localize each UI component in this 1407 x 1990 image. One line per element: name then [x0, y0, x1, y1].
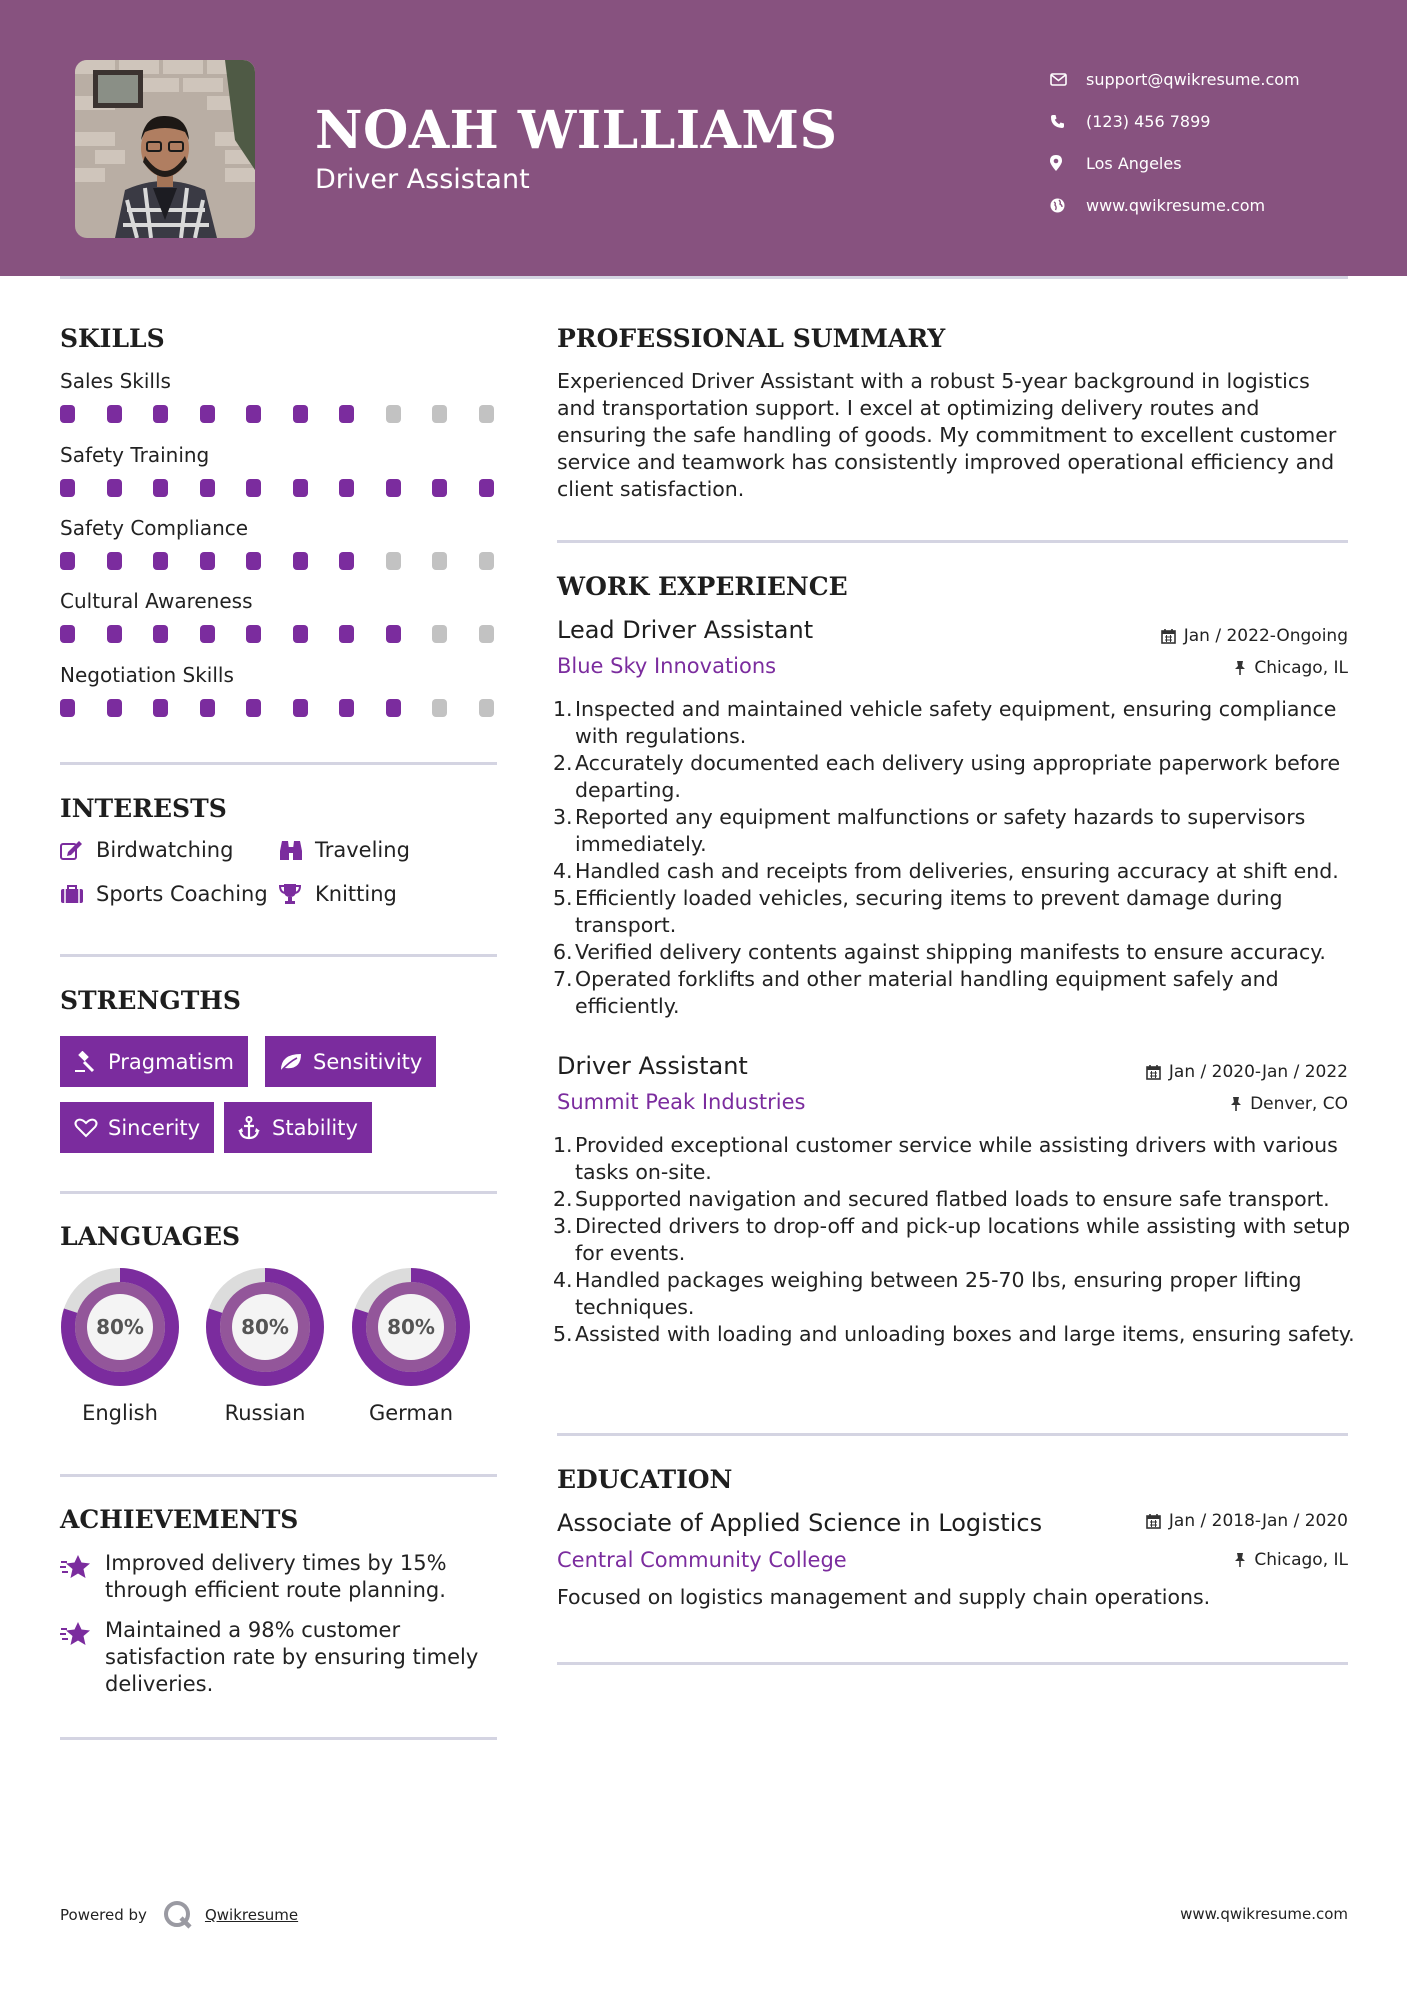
skill-dot-filled — [200, 552, 215, 570]
skill-dot-filled — [339, 699, 354, 717]
skill-dot-filled — [60, 625, 75, 643]
candidate-title: Driver Assistant — [315, 164, 530, 195]
language-item — [349, 1265, 473, 1425]
company-name: Summit Peak Industries — [557, 1090, 806, 1114]
languages-heading: LANGUAGES — [60, 1222, 241, 1251]
language-percent: 80% — [96, 1315, 144, 1339]
calendar-icon — [1161, 628, 1176, 644]
globe-icon — [1050, 198, 1086, 213]
skill-dot-empty — [479, 405, 494, 423]
skill-dot-filled — [246, 625, 261, 643]
pushpin-icon — [1234, 660, 1246, 676]
duty-item: 1. Inspected and maintained vehicle safety equipment, ensuring compliance with regulations. — [553, 697, 1337, 748]
skill-rating — [60, 479, 500, 497]
job-location — [1230, 1094, 1348, 1114]
skill-dot-filled — [153, 405, 168, 423]
duty-text: Provided exceptional customer service while assisting drivers with various tasks on-site. — [575, 1133, 1338, 1184]
contact-location — [1050, 142, 1300, 184]
skill-dot-filled — [200, 479, 215, 497]
education-location — [1234, 1550, 1348, 1570]
duty-text: Verified delivery contents against shipping manifests to ensure accuracy. — [575, 940, 1326, 964]
skill-rating — [60, 405, 500, 423]
skill-name: Sales Skills — [60, 369, 171, 393]
pushpin-icon — [1230, 1096, 1242, 1112]
achievements-heading: ACHIEVEMENTS — [60, 1505, 299, 1534]
pushpin-icon — [1234, 1552, 1246, 1568]
strength-label: Sincerity — [108, 1115, 201, 1140]
skill-dot-filled — [293, 625, 308, 643]
section-divider — [60, 1191, 497, 1194]
job-title: Lead Driver Assistant — [557, 616, 814, 644]
section-divider — [60, 1474, 497, 1477]
contact-website[interactable] — [1050, 184, 1300, 226]
trophy-icon — [279, 883, 315, 905]
skill-dot-empty — [432, 699, 447, 717]
skill-rating — [60, 625, 500, 643]
contact-list — [1050, 58, 1300, 226]
skill-dot-filled — [60, 479, 75, 497]
duty-item: 4. Handled cash and receipts from deliveries, ensuring accuracy at shift end. — [553, 859, 1339, 883]
job-dates — [1161, 626, 1348, 646]
qwikresume-logo-icon — [163, 1900, 193, 1930]
section-divider — [557, 1662, 1348, 1665]
language-item — [58, 1265, 182, 1425]
qwikresume-link[interactable]: Qwikresume — [204, 1906, 299, 1924]
section-divider — [557, 1433, 1348, 1436]
skill-dot-filled — [386, 699, 401, 717]
duty-item: 5. Efficiently loaded vehicles, securing items to prevent damage during transport. — [553, 886, 1283, 937]
job-location-text: Denver, CO — [1250, 1094, 1348, 1114]
duty-text: Efficiently loaded vehicles, securing items to prevent damage during transport. — [575, 886, 1283, 937]
skill-dot-filled — [339, 479, 354, 497]
contact-phone[interactable] — [1050, 100, 1300, 142]
strength-tag — [265, 1036, 436, 1087]
language-percent: 80% — [241, 1315, 289, 1339]
skill-dot-filled — [200, 405, 215, 423]
language-ring — [203, 1265, 327, 1389]
experience-heading: WORK EXPERIENCE — [557, 572, 848, 601]
anchor-icon — [238, 1116, 272, 1140]
calendar-icon — [1146, 1513, 1161, 1529]
skill-dot-filled — [153, 479, 168, 497]
heart-icon — [74, 1118, 108, 1138]
star-icon — [60, 1550, 105, 1604]
section-divider — [60, 762, 497, 765]
leaf-icon — [279, 1052, 313, 1072]
company-name: Blue Sky Innovations — [557, 654, 777, 678]
summary-heading: PROFESSIONAL SUMMARY — [557, 324, 946, 353]
briefcase-icon — [60, 884, 96, 904]
language-item — [203, 1265, 327, 1425]
duty-text: Supported navigation and secured flatbed loads to ensure safe transport. — [575, 1187, 1330, 1211]
skill-dot-empty — [432, 552, 447, 570]
header-divider — [60, 276, 1348, 279]
skill-name: Safety Training — [60, 443, 210, 467]
binoculars-icon — [279, 839, 315, 861]
duty-item: 5. Assisted with loading and unloading boxes and large items, ensuring safety. — [553, 1322, 1355, 1346]
achievement-text: Improved delivery times by 15% through efficient route planning. — [105, 1551, 447, 1602]
skill-dot-filled — [60, 699, 75, 717]
job-dates-text: Jan / 2020-Jan / 2022 — [1168, 1062, 1348, 1082]
achievement-item — [60, 1617, 500, 1698]
skill-dot-empty — [432, 405, 447, 423]
duty-text: Reported any equipment malfunctions or safety hazards to supervisors immediately. — [575, 805, 1306, 856]
strength-label: Stability — [272, 1115, 358, 1140]
gavel-icon — [74, 1051, 108, 1073]
skill-dot-filled — [246, 405, 261, 423]
calendar-icon — [1146, 1064, 1161, 1080]
achievement-item — [60, 1550, 500, 1604]
duty-text: Handled packages weighing between 25-70 lbs, ensuring proper lifting techniques. — [575, 1268, 1302, 1319]
skill-dot-filled — [107, 479, 122, 497]
skill-dot-filled — [153, 699, 168, 717]
school-name: Central Community College — [557, 1548, 847, 1572]
candidate-name: NOAH WILLIAMS — [315, 100, 838, 161]
skill-dot-filled — [339, 625, 354, 643]
skill-dot-filled — [246, 699, 261, 717]
skill-dot-filled — [153, 552, 168, 570]
job-location-text: Chicago, IL — [1254, 658, 1348, 678]
education-dates — [1146, 1511, 1348, 1531]
strengths-heading: STRENGTHS — [60, 986, 241, 1015]
job-duties — [553, 1132, 1357, 1348]
skill-dot-filled — [293, 699, 308, 717]
skill-dot-filled — [107, 552, 122, 570]
powered-by-text: Powered by — [60, 1906, 147, 1924]
interest-label: Birdwatching — [96, 838, 234, 862]
interests-heading: INTERESTS — [60, 794, 227, 823]
job-dates — [1146, 1062, 1348, 1082]
skill-dot-filled — [107, 405, 122, 423]
profile-photo — [75, 60, 255, 238]
job-duties — [553, 696, 1357, 1020]
skill-dot-filled — [60, 552, 75, 570]
job-dates-text: Jan / 2022-Ongoing — [1183, 626, 1348, 646]
skill-dot-empty — [479, 552, 494, 570]
contact-website-text: www.qwikresume.com — [1086, 195, 1266, 215]
skill-dot-empty — [432, 625, 447, 643]
duty-item: 4. Handled packages weighing between 25-70 lbs, ensuring proper lifting techniques. — [553, 1268, 1302, 1319]
strength-tag — [60, 1102, 214, 1153]
resume-header — [0, 0, 1407, 276]
skill-dot-filled — [107, 625, 122, 643]
education-heading: EDUCATION — [557, 1465, 733, 1494]
skill-dot-filled — [60, 405, 75, 423]
skill-dot-filled — [386, 479, 401, 497]
duty-item: 1. Provided exceptional customer service while assisting drivers with various tasks on-site. — [553, 1133, 1338, 1184]
skill-dot-filled — [479, 479, 494, 497]
duty-item: 2. Accurately documented each delivery using appropriate paperwork before departing. — [553, 751, 1341, 802]
skill-dot-filled — [107, 699, 122, 717]
footer-url[interactable]: www.qwikresume.com — [1180, 1905, 1348, 1923]
skill-dot-filled — [153, 625, 168, 643]
skill-dot-filled — [432, 479, 447, 497]
duty-text: Directed drivers to drop-off and pick-up locations while assisting with setup for events. — [575, 1214, 1351, 1265]
contact-email-text: support@qwikresume.com — [1086, 69, 1300, 89]
skill-name: Negotiation Skills — [60, 663, 234, 687]
skill-dot-empty — [479, 625, 494, 643]
interest-label: Sports Coaching — [96, 882, 268, 906]
section-divider — [60, 1737, 497, 1740]
contact-location-text: Los Angeles — [1086, 153, 1182, 173]
duty-item: 7. Operated forklifts and other material handling equipment safely and efficiently. — [553, 967, 1279, 1018]
strength-label: Sensitivity — [313, 1049, 423, 1074]
skills-heading: SKILLS — [60, 324, 165, 353]
skill-dot-filled — [200, 699, 215, 717]
duty-item: 2. Supported navigation and secured flatbed loads to ensure safe transport. — [553, 1187, 1330, 1211]
star-icon — [60, 1617, 105, 1698]
duty-text: Accurately documented each delivery using appropriate paperwork before departing. — [575, 751, 1341, 802]
strength-label: Pragmatism — [108, 1049, 234, 1074]
duty-item: 6. Verified delivery contents against shipping manifests to ensure accuracy. — [553, 940, 1326, 964]
map-marker-icon — [1050, 155, 1086, 171]
skill-rating — [60, 699, 500, 717]
interest-label: Knitting — [315, 882, 397, 906]
skill-dot-empty — [386, 552, 401, 570]
section-divider — [60, 954, 497, 957]
contact-phone-text: (123) 456 7899 — [1086, 111, 1211, 131]
strength-tag — [60, 1036, 248, 1087]
interest-item — [279, 882, 397, 906]
interest-item — [60, 838, 233, 862]
skill-dot-filled — [246, 479, 261, 497]
job-location — [1234, 658, 1348, 678]
duty-item: 3. Reported any equipment malfunctions or safety hazards to supervisors immediately. — [553, 805, 1306, 856]
skill-dot-empty — [386, 405, 401, 423]
education-location-text: Chicago, IL — [1254, 1550, 1348, 1570]
language-ring — [349, 1265, 473, 1389]
skill-dot-filled — [339, 405, 354, 423]
skill-rating — [60, 552, 500, 570]
duty-text: Inspected and maintained vehicle safety equipment, ensuring compliance with regulations. — [575, 697, 1337, 748]
strength-tag — [224, 1102, 372, 1153]
phone-icon — [1050, 114, 1086, 129]
interest-item — [279, 838, 410, 862]
duty-text: Assisted with loading and unloading boxes and large items, ensuring safety. — [575, 1322, 1355, 1346]
job-title: Driver Assistant — [557, 1052, 748, 1080]
interest-label: Traveling — [315, 838, 410, 862]
education-description: Focused on logistics management and supply chain operations. — [557, 1585, 1211, 1609]
duty-text: Handled cash and receipts from deliveries, ensuring accuracy at shift end. — [575, 859, 1339, 883]
skill-dot-filled — [200, 625, 215, 643]
powered-by — [60, 1900, 298, 1930]
education-dates-text: Jan / 2018-Jan / 2020 — [1168, 1511, 1348, 1531]
skill-name: Safety Compliance — [60, 516, 249, 540]
envelope-icon — [1050, 73, 1086, 86]
skill-dot-filled — [246, 552, 261, 570]
language-name: English — [82, 1401, 158, 1425]
skill-name: Cultural Awareness — [60, 589, 253, 613]
skill-dot-filled — [386, 625, 401, 643]
skill-dot-filled — [293, 552, 308, 570]
duty-item: 3. Directed drivers to drop-off and pick-up locations while assisting with setup for events. — [553, 1214, 1351, 1265]
language-name: German — [368, 1401, 454, 1425]
interest-item — [60, 882, 268, 906]
language-ring — [58, 1265, 182, 1389]
skill-dot-empty — [479, 699, 494, 717]
language-name: Russian — [224, 1401, 306, 1425]
achievement-text: Maintained a 98% customer satisfaction rate by ensuring timely deliveries. — [105, 1618, 479, 1696]
degree-title: Associate of Applied Science in Logistics — [557, 1509, 1043, 1537]
section-divider — [557, 540, 1348, 543]
language-percent: 80% — [387, 1315, 435, 1339]
duty-text: Operated forklifts and other material handling equipment safely and efficiently. — [575, 967, 1279, 1018]
summary-text: Experienced Driver Assistant with a robust 5-year background in logistics and transportation support. I excel at optimizing delivery routes and ensuring the safe handling of goods. My commitment to excellent customer service and teamwork has consistently improved operational efficiency and client satisfaction. — [557, 369, 1337, 501]
skill-dot-filled — [293, 479, 308, 497]
skill-dot-filled — [339, 552, 354, 570]
skill-dot-filled — [293, 405, 308, 423]
edit-icon — [60, 840, 96, 860]
contact-email[interactable] — [1050, 58, 1300, 100]
